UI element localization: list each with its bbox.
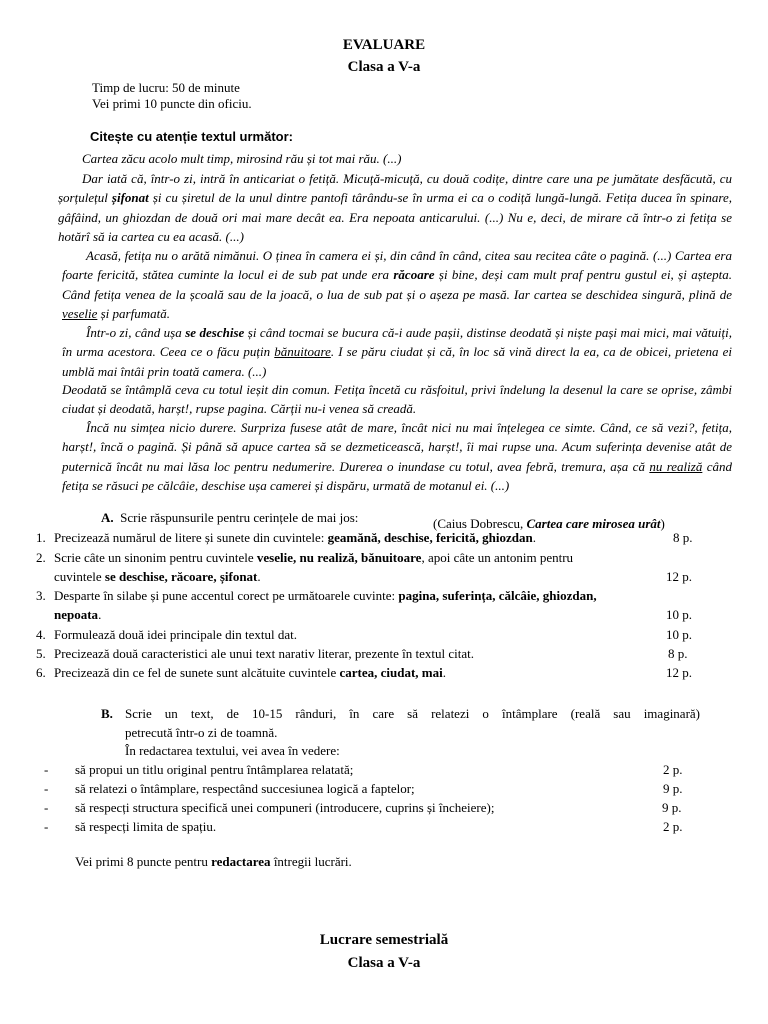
- part-b-task-continued: petrecută într-o zi de toamnă.: [125, 725, 278, 740]
- criteria-item: să respecți structura specifică unei compuneri (introducere, cuprins și încheiere);: [75, 800, 495, 815]
- question-points: 8 p.: [668, 646, 688, 661]
- question-points: 12 p.: [666, 569, 692, 584]
- final-note: Vei primi 8 puncte pentru redactarea întregii lucrări.: [75, 854, 352, 869]
- footer-class: Clasa a V-a: [347, 955, 421, 971]
- story-paragraph: Deodată se întâmplă ceva cu totul ieșit din comun. Fetița încetă cu răsfoitul, privi îndelung la desenul la care se oprise, zâmbi ciudat și deodată, harșt!, rupse pagina. Cărții nu-i venea să creadă.: [62, 382, 732, 417]
- question-points: 10 p.: [666, 627, 692, 642]
- criteria-points: 2 p.: [663, 819, 683, 834]
- footer-title: Lucrare semestrială: [319, 932, 449, 948]
- criteria-item: să propui un titlu original pentru întâmplarea relatată;: [75, 762, 354, 777]
- part-a-header: A. Scrie răspunsurile pentru cerințele de mai jos:: [101, 510, 359, 525]
- bonus-points: Vei primi 10 puncte din oficiu.: [92, 96, 252, 111]
- question-points: 8 p.: [673, 530, 693, 545]
- criteria-points: 2 p.: [663, 762, 683, 777]
- source-citation: (Caius Dobrescu, Cartea care mirosea urât): [433, 516, 665, 531]
- story-paragraph: Dar iată că, într-o zi, intră în anticariat o fetiță. Micuță-micuță, cu două codițe, dintre care una pe jumătate desfăcută, cu șorțulețul șifonat și cu șiretul de la unul dintre pantofi târându-se în urma ei ca o codiță lungă-lungă. Fetița ducea în spinare, gâfâind, un ghiozdan de două ori mai mare decât ea. Era nepoata anticarului. (...) Nu e, deci, de mirare că într-o zi fetița se hotărî să ia cartea cu ea acasă. (...): [58, 171, 732, 244]
- criteria-item: să respecți limita de spațiu.: [75, 819, 217, 834]
- reading-instruction: Citește cu atenție textul următor:: [90, 129, 293, 144]
- part-b-label: B.: [101, 706, 113, 721]
- story-paragraph: Cartea zăcu acolo mult timp, mirosind rău și tot mai rău. (...): [82, 151, 402, 166]
- time-limit: Timp de lucru: 50 de minute: [92, 80, 240, 95]
- criteria-points: 9 p.: [662, 800, 682, 815]
- page-title: EVALUARE: [342, 37, 426, 53]
- story-paragraph: Încă nu simțea nicio durere. Surpriza fusese atât de mare, încât nici nu mai înțelegea ce simte. Când, ce să vezi?, fetița, harșt!, încă o pagină. Și până să apuce cartea să se dezmeticească, harșt!, îi mai rupse una. Acum suferința devenise atât de puternică încât nu mai lăsa loc pentru nedumerire. Durerea o inundase cu totul, avea febră, tremura, așa că nu realiză când fetița se răsuci pe călcâie, deschise ușa camerei și dispăru, urmată de motanul ei. (...): [62, 420, 732, 493]
- part-b-task: Scrie un text, de 10-15 rânduri, în care să relatezi o întâmplare (reală sau imaginară): [125, 706, 700, 721]
- criteria-item: să relatezi o întâmplare, respectând succesiunea logică a faptelor;: [75, 781, 415, 796]
- class-label: Clasa a V-a: [347, 59, 421, 75]
- question-points: 10 p.: [666, 607, 692, 622]
- question-points: 12 p.: [666, 665, 692, 680]
- criteria-points: 9 p.: [663, 781, 683, 796]
- part-b-criteria-intro: În redactarea textului, vei avea în vedere:: [125, 743, 340, 758]
- story-paragraph: Acasă, fetița nu o arătă nimănui. O ținea în camera ei și, din când în când, citea sau recitea câte o pagină. (...) Cartea era foarte fericită, stătea cuminte la locul ei de sub pat unde era răcoare și bine, deși cam mult praf pentru gustul ei, și aștepta. Când fetița venea de la școală sau de la joacă, o lua de sub pat și o așeza pe masă. Iar cartea se deschidea singură, plină de veselie și parfumată.: [62, 248, 732, 321]
- story-paragraph: Într-o zi, când ușa se deschise și când tocmai se bucura că-i aude pașii, distinse deodată și niște pași mai mici, mai vătuiți, în urma acestora. Ceea ce o făcu puțin bănuitoare. I se păru ciudat și că, în loc să vină direct la ea, ca de obicei, prietena ei umblă mai întâi prin toată camera. (...): [62, 325, 732, 379]
